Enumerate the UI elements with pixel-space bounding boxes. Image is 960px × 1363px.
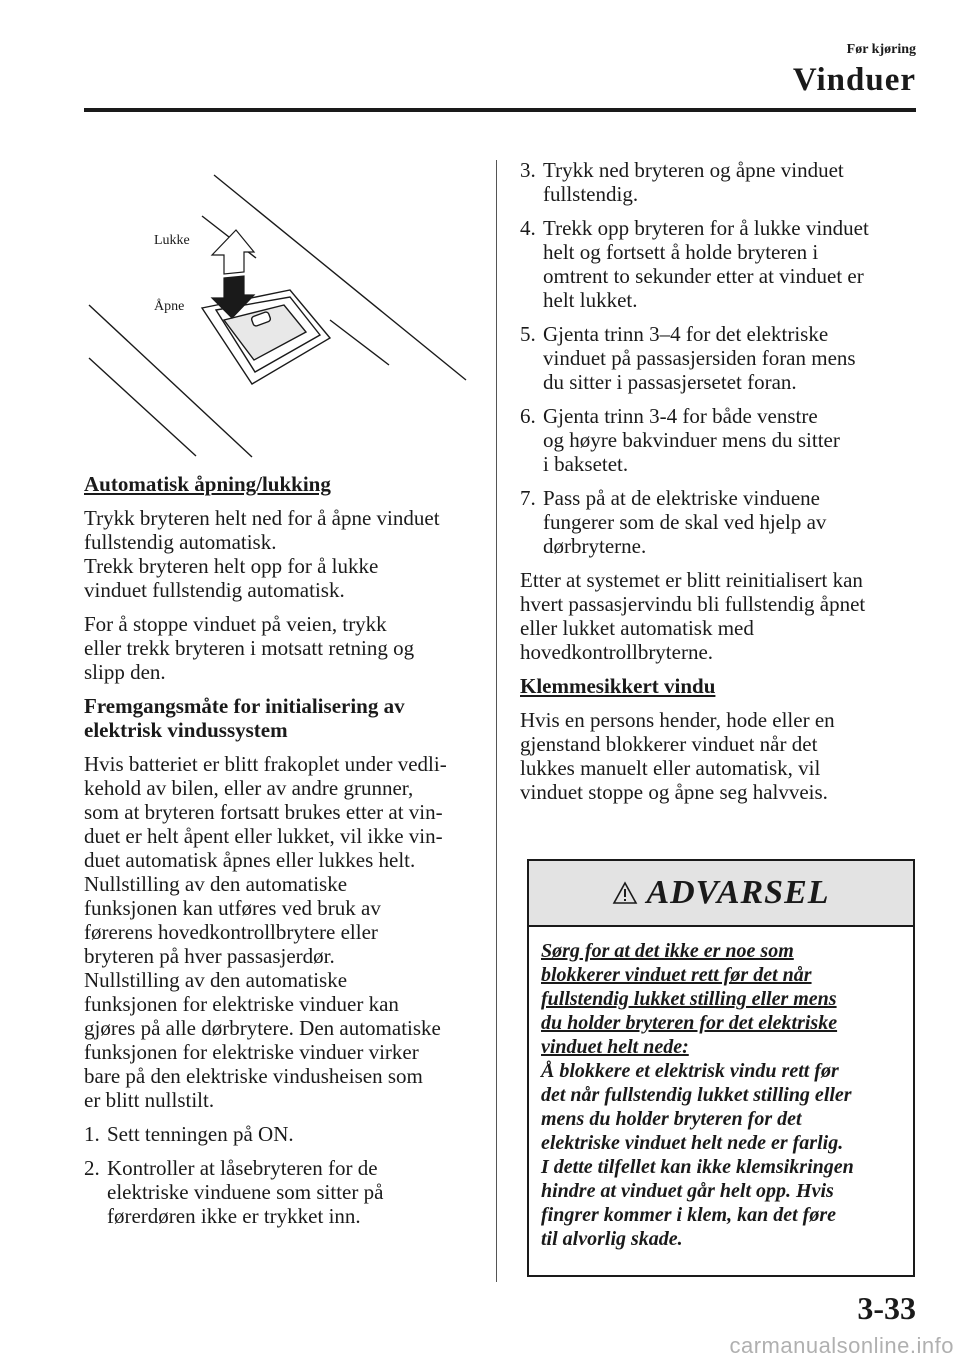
text-line: Trekk bryteren helt opp for å lukke [84, 554, 379, 578]
text-line: funksjonen for elektriske vinduer virker [84, 1040, 419, 1064]
text-line: Kontroller at låsebryteren for de [107, 1156, 378, 1180]
text-line: duet er helt åpent eller lukket, vil ikke vin- [84, 824, 443, 848]
text-line: helt og fortsett å holde bryteren i [543, 240, 819, 264]
step-item [520, 216, 920, 312]
step-item [84, 1122, 484, 1146]
heading-auto-open-close: Automatisk åpning/lukking [84, 472, 331, 496]
text-line: slipp den. [84, 660, 166, 684]
step-item [520, 322, 920, 394]
text-line: fullstendig. [543, 182, 639, 206]
step-item [520, 486, 920, 558]
text-line: førerdøren ikke er trykket inn. [107, 1204, 361, 1228]
header-rule [84, 108, 916, 112]
text-line: Hvis en persons hender, hode eller en [520, 708, 835, 732]
text-line: til alvorlig skade. [541, 1228, 683, 1250]
text-line: eller lukket automatisk med [520, 616, 754, 640]
step-item [520, 158, 920, 206]
text-line: Hvis batteriet er blitt frakoplet under vedli- [84, 752, 447, 776]
step-text [543, 486, 920, 558]
step-text [543, 216, 920, 312]
text-line: Nullstilling av den automatiske [84, 968, 348, 992]
step-number: 4. [520, 216, 536, 240]
left-column [84, 472, 484, 1238]
text-line: funksjonen for elektriske vinduer kan [84, 992, 399, 1016]
text-line: fullstendig automatisk. [84, 530, 277, 554]
text-line: Etter at systemet er blitt reinitialisert kan [520, 568, 863, 592]
warning-triangle-icon [612, 881, 638, 905]
text-line: i baksetet. [543, 452, 629, 476]
text-line: vinduet stoppe og åpne seg halvveis. [520, 780, 828, 804]
text-line: bare på den elektriske vindusheisen som [84, 1064, 423, 1088]
text-line: elektriske vinduene som sitter på [107, 1180, 384, 1204]
text-line: vinduet fullstendig automatisk. [84, 578, 345, 602]
text-line: fungerer som de skal ved hjelp av [543, 510, 827, 534]
text-line: vinduet på passasjersiden foran mens [543, 346, 856, 370]
text-line: Pass på at de elektriske vinduene [543, 486, 820, 510]
text-line: bryteren på hver passasjerdør. [84, 944, 335, 968]
text-line: I dette tilfellet kan ikke klemsikringen [541, 1156, 854, 1178]
warning-header [529, 861, 913, 927]
text-line: hindre at vinduet går helt opp. Hvis [541, 1180, 834, 1202]
step-number: 1. [84, 1122, 100, 1146]
auto-paragraph-2 [84, 612, 484, 684]
text-line: lukkes manuelt eller automatisk, vil [520, 756, 821, 780]
after-init-paragraph [520, 568, 920, 664]
heading-pinch-protection: Klemmesikkert vindu [520, 674, 716, 698]
auto-paragraph-1 [84, 506, 484, 602]
window-switch-illustration [84, 160, 484, 465]
text-line: For å stoppe vinduet på veien, trykk [84, 612, 387, 636]
step-text [107, 1122, 484, 1146]
text-line: helt lukket. [543, 288, 638, 312]
text-line: Gjenta trinn 3–4 for det elektriske [543, 322, 829, 346]
step-text [543, 322, 920, 394]
text-line: fullstendig lukket stilling eller mens [541, 988, 837, 1010]
section-label: Før kjøring [846, 42, 916, 57]
step-number: 2. [84, 1156, 100, 1180]
text-line: elektriske vinduet helt nede er farlig. [541, 1132, 844, 1154]
step-number: 6. [520, 404, 536, 428]
step-text [543, 404, 920, 476]
text-line: blokkerer vinduet rett før det når [541, 964, 812, 986]
column-divider [496, 160, 497, 1282]
text-line: du sitter i passasjersetet foran. [543, 370, 797, 394]
text-line: Sett tenningen på ON. [107, 1122, 294, 1146]
text-line: hvert passasjervindu bli fullstendig åpnet [520, 592, 866, 616]
warning-title: ADVARSEL [646, 874, 830, 911]
text-line: du holder bryteren for det elektriske [541, 1012, 838, 1034]
page-number: 3-33 [857, 1290, 916, 1326]
step-text [107, 1156, 484, 1228]
warning-box [527, 859, 915, 1277]
step-item [84, 1156, 484, 1228]
text-line: gjenstand blokkerer vinduet når det [520, 732, 818, 756]
step-text [543, 158, 920, 206]
text-line: mens du holder bryteren for det [541, 1108, 802, 1130]
text-line: det når fullstendig lukket stilling eller [541, 1084, 852, 1106]
text-line: Sørg for at det ikke er noe som [541, 940, 794, 962]
text-line: hovedkontrollbryterne. [520, 640, 714, 664]
label-open: Åpne [154, 299, 185, 314]
step-number: 7. [520, 486, 536, 510]
text-line: er blitt nullstilt. [84, 1088, 215, 1112]
text-line: funksjonen kan utføres ved bruk av [84, 896, 381, 920]
text-line: Gjenta trinn 3-4 for både venstre [543, 404, 818, 428]
text-line: som at bryteren fortsatt brukes etter at vin- [84, 800, 443, 824]
text-line: fingrer kommer i klem, kan det føre [541, 1204, 836, 1226]
text-line: Å blokkere et elektrisk vindu rett før [541, 1060, 839, 1082]
text-line: gjøres på alle dørbrytere. Den automatiske [84, 1016, 441, 1040]
watermark: carmanualsonline.info [729, 1333, 954, 1358]
text-line: omtrent to sekunder etter at vinduet er [543, 264, 864, 288]
step-item [520, 404, 920, 476]
warning-body [529, 927, 913, 1251]
step-number: 5. [520, 322, 536, 346]
text-line: dørbryterne. [543, 534, 647, 558]
text-line: eller trekk bryteren i motsatt retning og [84, 636, 415, 660]
text-line: Nullstilling av den automatiske [84, 872, 348, 896]
heading-initialization [84, 694, 484, 742]
init-paragraph [84, 752, 484, 1112]
text-line: duet automatisk åpnes eller lukkes helt. [84, 848, 416, 872]
text-line: Trykk ned bryteren og åpne vinduet [543, 158, 844, 182]
label-close: Lukke [154, 233, 190, 248]
text-line: kehold av bilen, eller av andre grunner, [84, 776, 414, 800]
text-line: Trykk bryteren helt ned for å åpne vinduet [84, 506, 440, 530]
text-line: vinduet helt nede: [541, 1036, 689, 1058]
text-line: Trekk opp bryteren for å lukke vinduet [543, 216, 869, 240]
window-switch-drawing [84, 160, 484, 465]
pinch-paragraph [520, 708, 920, 804]
page-title: Vinduer [792, 62, 916, 98]
text-line: elektrisk vindussystem [84, 718, 288, 742]
text-line: førerens hovedkontrollbrytere eller [84, 920, 378, 944]
step-number: 3. [520, 158, 536, 182]
right-column [520, 158, 920, 814]
text-line: og høyre bakvinduer mens du sitter [543, 428, 840, 452]
text-line: Fremgangsmåte for initialisering av [84, 694, 405, 718]
